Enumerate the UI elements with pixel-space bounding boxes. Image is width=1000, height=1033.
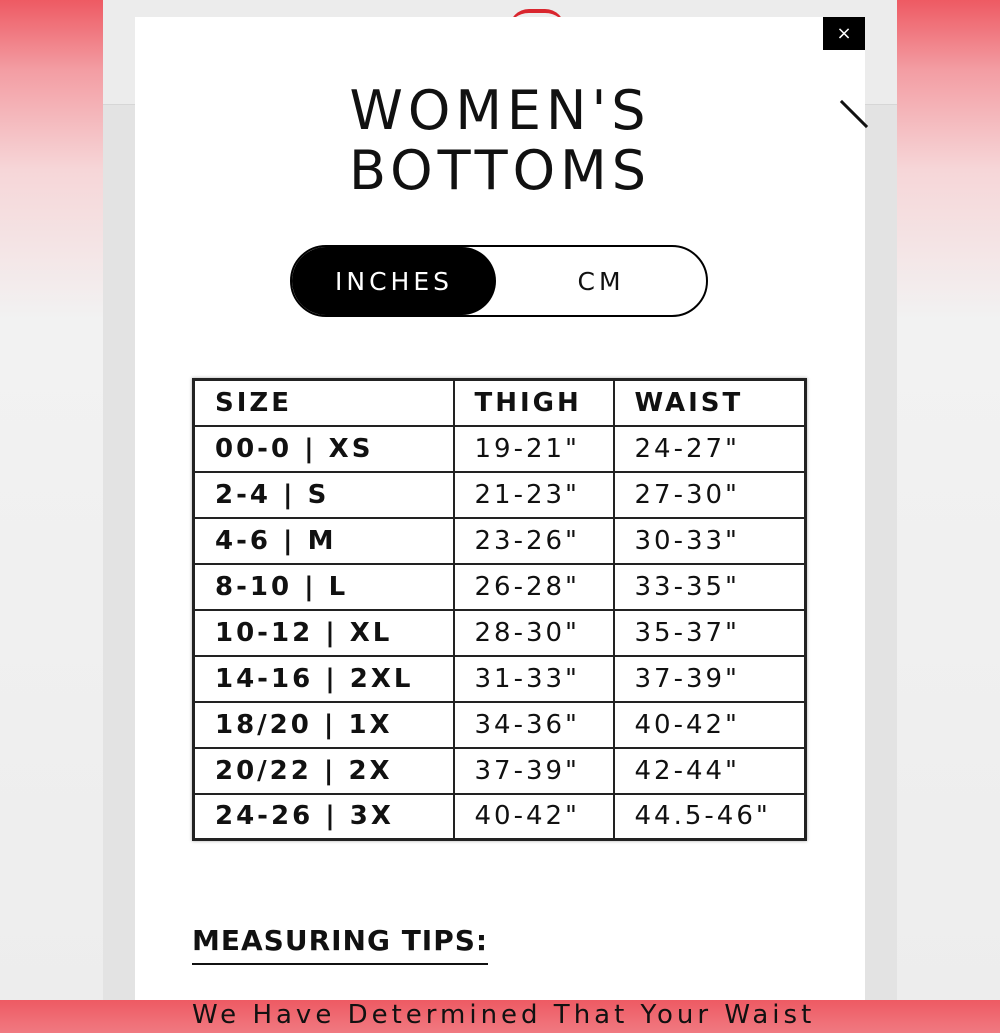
size-chart-modal (135, 17, 865, 1030)
thigh-cell: 23-26" (454, 518, 614, 564)
waist-cell: 44.5-46" (614, 794, 806, 840)
size-table (192, 378, 807, 841)
unit-option-cm[interactable]: CM (577, 266, 625, 296)
table-row (194, 472, 806, 518)
column-header-thigh: THIGH (454, 380, 614, 426)
thigh-cell: 31-33" (454, 656, 614, 702)
thigh-cell: 26-28" (454, 564, 614, 610)
size-cell: 2-4 | S (194, 472, 454, 518)
table-row (194, 702, 806, 748)
waist-cell: 30-33" (614, 518, 806, 564)
table-row (194, 748, 806, 794)
size-cell: 24-26 | 3X (194, 794, 454, 840)
measuring-tips-text: We Have Determined That Your Waist (192, 1000, 816, 1030)
column-header-waist: WAIST (614, 380, 806, 426)
close-button[interactable]: × (823, 17, 865, 50)
waist-cell: 27-30" (614, 472, 806, 518)
waist-cell: 42-44" (614, 748, 806, 794)
table-row (194, 518, 806, 564)
waist-cell: 37-39" (614, 656, 806, 702)
unit-option-inches[interactable]: INCHES (292, 247, 496, 315)
size-cell: 18/20 | 1X (194, 702, 454, 748)
size-cell: 20/22 | 2X (194, 748, 454, 794)
waist-cell: 33-35" (614, 564, 806, 610)
size-cell: 8-10 | L (194, 564, 454, 610)
table-row (194, 656, 806, 702)
column-header-size: SIZE (194, 380, 454, 426)
thigh-cell: 37-39" (454, 748, 614, 794)
thigh-cell: 40-42" (454, 794, 614, 840)
waist-cell: 35-37" (614, 610, 806, 656)
partial-icon (838, 97, 870, 133)
waist-cell: 40-42" (614, 702, 806, 748)
title-line-1: WOMEN'S (349, 79, 651, 142)
size-cell: 14-16 | 2XL (194, 656, 454, 702)
table-row (194, 564, 806, 610)
waist-cell: 24-27" (614, 426, 806, 472)
unit-toggle (290, 245, 708, 317)
thigh-cell: 21-23" (454, 472, 614, 518)
title-line-2: BOTTOMS (349, 139, 651, 202)
thigh-cell: 34-36" (454, 702, 614, 748)
thigh-cell: 28-30" (454, 610, 614, 656)
table-row (194, 426, 806, 472)
size-cell: 10-12 | XL (194, 610, 454, 656)
table-row (194, 610, 806, 656)
page-title (135, 81, 865, 201)
size-cell: 4-6 | M (194, 518, 454, 564)
table-row (194, 794, 806, 840)
table-header-row (194, 380, 806, 426)
measuring-tips-heading: MEASURING TIPS: (192, 923, 488, 965)
size-cell: 00-0 | XS (194, 426, 454, 472)
thigh-cell: 19-21" (454, 426, 614, 472)
